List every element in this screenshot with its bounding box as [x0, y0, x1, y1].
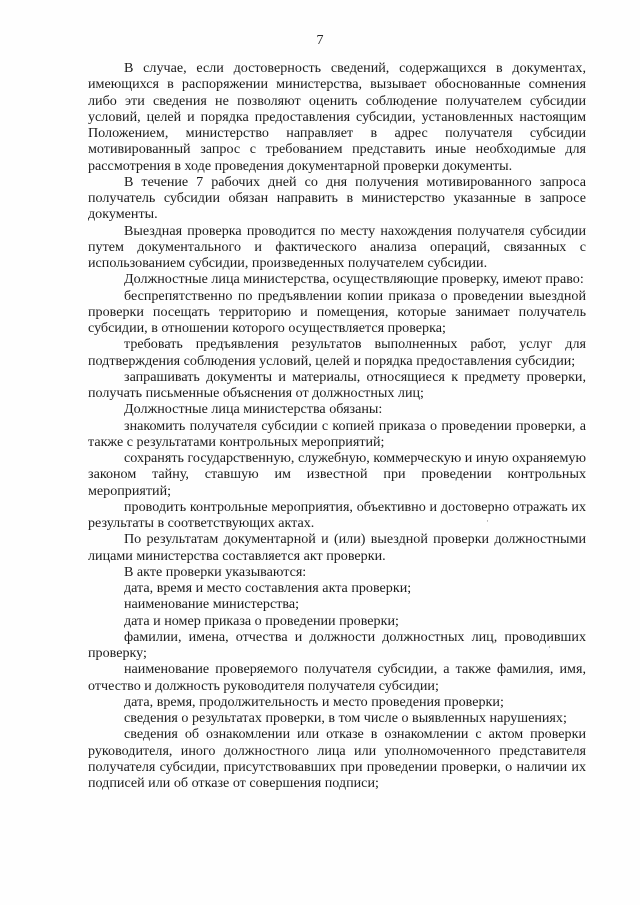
paragraph: фамилии, имена, отчества и должности должностных лиц, проводивших проверку;: [88, 628, 586, 661]
paragraph: сведения об ознакомлении или отказе в ознакомлении с актом проверки руководителя, иного должностного лица или уполномоченного представителя получателя субсидии, присутствовавших при проведении проверки, о наличии их подписей или об отказе от совершения подписи;: [88, 726, 586, 791]
paragraph: дата, время и место составления акта проверки;: [124, 580, 412, 596]
paragraph: сведения о результатах проверки, в том числе о выявленных нарушениях;: [124, 710, 567, 726]
paragraph: дата, время, продолжительность и место проведения проверки;: [124, 693, 504, 710]
paragraph: В случае, если достоверность сведений, содержащихся в документах, имеющихся в распоряжении министерства, вызывает обоснованные сомнения либо эти сведения не позволяют оценить соблюдение получателем субсидии условий, целей и порядка предоставления субсидии, установленных настоящим Положением, министерство направляет в адрес получателя субсидии мотивированный запрос с требованием представить иные необходимые для рассмотрения в ходе проведения документарной проверки документы.: [88, 60, 586, 174]
paragraph: беспрепятственно по предъявлении копии приказа о проведении выездной проверки посещать территорию и помещения, которые занимает получатель субсидии, в отношении которого осуществляется проверка;: [88, 287, 586, 336]
paragraph: дата и номер приказа о проведении проверки;: [124, 612, 399, 629]
paragraph: Должностные лица министерства обязаны:: [124, 401, 383, 418]
page-number: 7: [316, 33, 324, 48]
paragraph: знакомить получателя субсидии с копией приказа о проведении проверки, а также с результатами контрольных мероприятий;: [88, 417, 586, 450]
paragraph: требовать предъявления результатов выполненных работ, услуг для подтверждения соблюдения условий, целей и порядка предоставления субсидии;: [88, 336, 586, 369]
paragraph: наименование министерства;: [124, 596, 300, 613]
paragraph: По результатам документарной и (или) выездной проверки должностными лицами министерства составляется акт проверки.: [88, 531, 586, 564]
scan-speck: ·: [548, 642, 551, 652]
paragraph: В акте проверки указываются:: [124, 563, 307, 580]
paragraph: запрашивать документы и материалы, относящиеся к предмету проверки, получать письменные объяснения от должностных лиц;: [88, 368, 586, 401]
document-body: [88, 60, 586, 791]
paragraph: Должностные лица министерства, осуществляющие проверку, имеют право:: [124, 271, 584, 288]
paragraph: сохранять государственную, служебную, коммерческую и иную охраняемую законом тайну, ставшую им известной при проведении контрольных мероприятий;: [88, 450, 586, 499]
scan-speck: ·: [486, 516, 489, 526]
paragraph: наименование проверяемого получателя субсидии, а также фамилия, имя, отчество и должность руководителя получателя субсидии;: [88, 661, 586, 694]
paragraph: В течение 7 рабочих дней со дня получения мотивированного запроса получатель субсидии обязан направить в министерство указанные в запросе документы.: [88, 173, 586, 223]
paragraph: Выездная проверка проводится по месту нахождения получателя субсидии путем документального и фактического анализа операций, связанных с использованием субсидии, произведенных получателем субсидии.: [88, 222, 586, 271]
paragraph: проводить контрольные мероприятия, объективно и достоверно отражать их результаты в соответствующих актах.: [88, 498, 586, 531]
